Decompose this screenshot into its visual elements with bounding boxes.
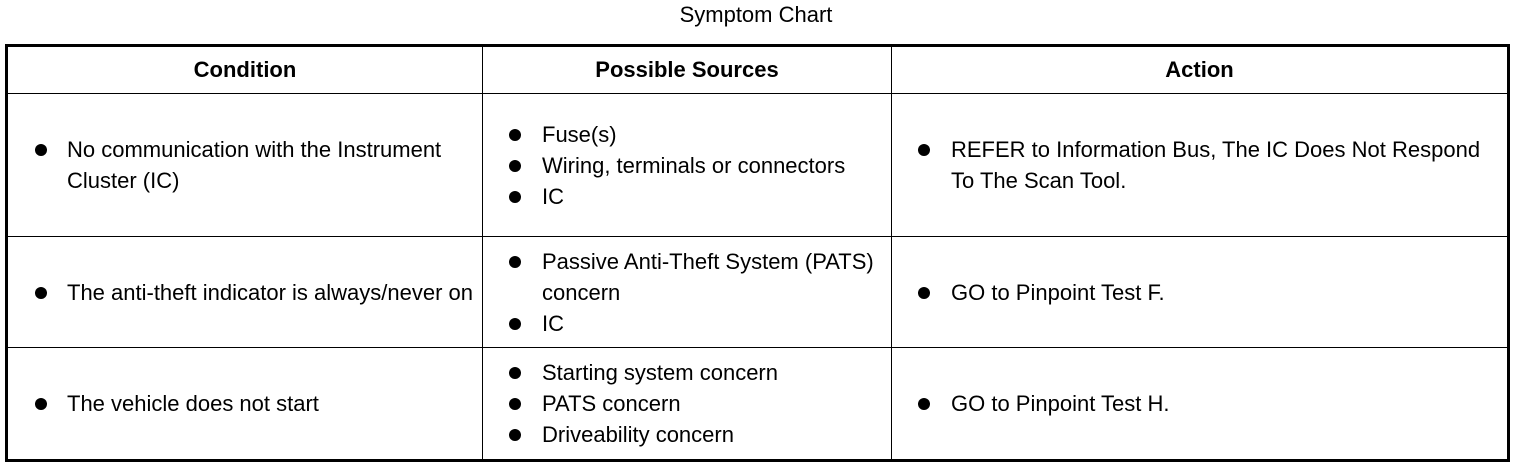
list-item	[35, 134, 482, 196]
bullet-dot-icon	[35, 398, 47, 410]
condition-text: The anti-theft indicator is always/never on	[67, 279, 473, 305]
bullet-dot-icon	[509, 191, 521, 203]
header-condition: Condition	[7, 46, 483, 94]
source-text: Wiring, terminals or connectors	[542, 152, 846, 178]
possible-sources-cell	[483, 237, 892, 348]
table-row	[7, 94, 1509, 237]
source-text: IC	[542, 310, 564, 336]
action-cell	[892, 237, 1509, 348]
list-item	[918, 134, 1507, 196]
list-item	[509, 388, 891, 419]
list-item	[509, 357, 891, 388]
list-item	[918, 388, 1507, 419]
bullet-dot-icon	[509, 429, 521, 441]
table-row	[7, 237, 1509, 348]
action-text: REFER to Information Bus, The IC Does Not Respond To The Scan Tool.	[951, 137, 1481, 193]
source-text: IC	[542, 183, 564, 209]
bullet-dot-icon	[509, 318, 521, 330]
list-item	[918, 277, 1507, 308]
bullet-dot-icon	[509, 160, 521, 172]
possible-sources-cell	[483, 348, 892, 461]
bullet-dot-icon	[509, 367, 521, 379]
condition-text: No communication with the Instrument Cluster (IC)	[67, 137, 442, 193]
list-item	[509, 308, 891, 339]
action-cell	[892, 348, 1509, 461]
list-item	[35, 277, 482, 308]
possible-sources-cell	[483, 94, 892, 237]
page-title: Symptom Chart	[679, 2, 833, 27]
table-header-row	[7, 46, 1509, 94]
action-text: GO to Pinpoint Test H.	[951, 391, 1170, 416]
list-item	[509, 150, 891, 181]
list-item	[509, 246, 891, 308]
action-text: GO to Pinpoint Test F.	[951, 279, 1165, 305]
header-action: Action	[892, 46, 1509, 94]
bullet-dot-icon	[509, 398, 521, 410]
bullet-dot-icon	[35, 144, 47, 156]
bullet-dot-icon	[509, 129, 521, 141]
list-item	[509, 419, 891, 450]
table-row	[7, 348, 1509, 461]
condition-cell	[7, 94, 483, 237]
bullet-dot-icon	[35, 287, 47, 299]
list-item	[35, 388, 482, 419]
bullet-dot-icon	[918, 398, 930, 410]
list-item	[509, 181, 891, 212]
condition-cell	[7, 237, 483, 348]
source-text: Passive Anti-Theft System (PATS) concern	[542, 248, 874, 305]
bullet-dot-icon	[918, 287, 930, 299]
action-cell	[892, 94, 1509, 237]
source-text: PATS concern	[542, 391, 681, 416]
list-item	[509, 119, 891, 150]
source-text: Driveability concern	[542, 422, 734, 447]
condition-cell	[7, 348, 483, 461]
bullet-dot-icon	[509, 256, 521, 268]
header-possible-sources: Possible Sources	[483, 46, 892, 94]
bullet-dot-icon	[918, 144, 930, 156]
condition-text: The vehicle does not start	[67, 391, 319, 416]
symptom-chart-table	[5, 44, 1510, 462]
source-text: Starting system concern	[542, 360, 778, 385]
source-text: Fuse(s)	[542, 121, 617, 147]
